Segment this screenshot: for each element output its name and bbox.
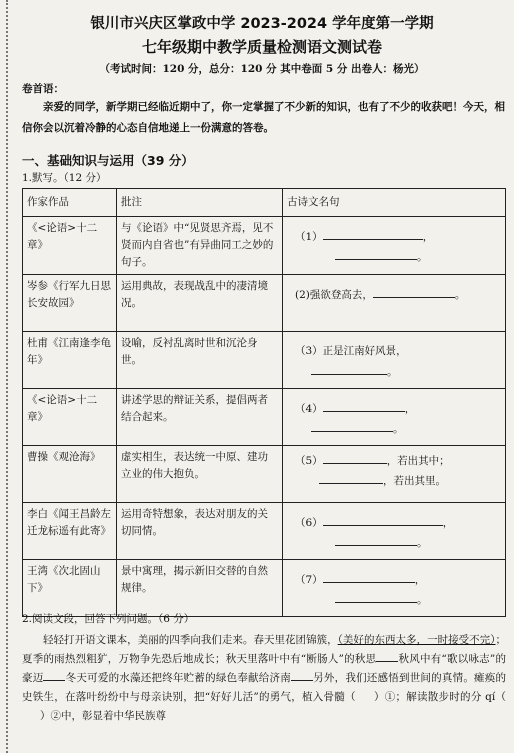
answer-prefix: （6） (295, 517, 323, 529)
answer-blank[interactable] (323, 514, 443, 526)
table-row (23, 275, 506, 332)
note-cell: 设喻，反衬乱离时世和沉沦身世。 (117, 332, 283, 389)
section1-heading: 一、基础知识与运用（39 分） (22, 153, 194, 168)
answer-blank[interactable] (323, 400, 405, 412)
exam-info: （考试时间：120 分，总分：120 分 其中卷面 5 分 出卷人：杨光） (99, 63, 425, 75)
note-cell: 景中寓理，揭示新旧交替的自然规律。 (117, 560, 283, 617)
table-row (23, 560, 506, 617)
note-cell: 讲述学思的辩证关系，提倡两者结合起来。 (117, 389, 283, 446)
work-cell: 《<论语>十二章》 (23, 217, 117, 275)
q1-label: 1.默写。（12 分） (22, 172, 107, 184)
answer-blank[interactable] (311, 420, 393, 432)
exam-title-line1: 银川市兴庆区掌政中学 2023-2024 学年度第一学期 (90, 16, 434, 32)
work-cell: 岑参《行军九日思长安故园》 (23, 275, 117, 332)
answer-blank[interactable] (335, 534, 417, 546)
answer-blank[interactable] (319, 472, 383, 484)
passage-underlined: （美好的东西太多，一时接受不完） (337, 634, 496, 646)
answer-blank[interactable] (311, 363, 387, 375)
q2-passage (22, 631, 506, 726)
passage-text: ）②中，彰显着中华民族尊 (40, 710, 166, 722)
answer-cell: （4） ， 。 (283, 389, 506, 446)
table-header-row (23, 189, 506, 217)
answer-cell (283, 446, 506, 503)
table-row (23, 217, 506, 275)
answer-blank[interactable] (323, 571, 415, 583)
passage-text: 秋风中有“歌以咏志”的豪迈 (22, 653, 506, 684)
answer-blank[interactable] (373, 286, 455, 298)
table-row (23, 503, 506, 560)
passage-text: 另外，我们还感悟到世间的真情。瘫痪的史铁生，在落叶纷纷中与母亲诀别，把“好好儿活”的勇气，植入骨髓（ (22, 672, 507, 703)
work-cell: 王湾《次北固山下》 (23, 560, 117, 617)
table-row (23, 389, 506, 446)
header-work: 作家作品 (23, 189, 117, 217)
work-cell: 《<论语>十二章》 (23, 389, 117, 446)
passage-blank[interactable] (291, 670, 313, 681)
work-cell: 李白《闻王昌龄左迁龙标遥有此寄》 (23, 503, 117, 560)
binding-margin (6, 0, 12, 753)
answer-cell: (2)强欲登高去， 。 (283, 275, 506, 332)
answer-cell: （7） ， 。 (283, 560, 506, 617)
table-row (23, 446, 506, 503)
answer-blank[interactable] (335, 591, 417, 603)
note-cell: 虚实相生，表达统一中原、建功立业的伟大抱负。 (117, 446, 283, 503)
preface-heading: 卷首语： (22, 83, 64, 95)
answer-cell: （3）正是江南好风景， 。 (283, 332, 506, 389)
answer-prefix: （4） (295, 403, 323, 415)
preface-body: 亲爱的同学，新学期已经临近期中了，你一定掌握了不少新的知识，也有了不少的收获吧！今天，相信你会以沉着冷静的心态自信地递上一份满意的答卷。 (22, 101, 505, 134)
answer-blank[interactable] (323, 452, 387, 464)
answer-prefix: （1） (295, 231, 323, 243)
answer-blank[interactable] (323, 228, 423, 240)
answer-cell: （1） ， 。 (283, 217, 506, 275)
table-row (23, 332, 506, 389)
answer-suffix: ，若出其中； (386, 455, 450, 467)
dictation-table (22, 188, 506, 617)
note-cell: 运用典故，表现战乱中的凄清境况。 (117, 275, 283, 332)
passage-blank[interactable] (376, 651, 398, 662)
answer-suffix: ，若出其里。 (383, 475, 446, 487)
passage-blank[interactable] (43, 670, 65, 681)
answer-prefix: (2)强欲登高去， (295, 289, 373, 301)
passage-text: 轻轻打开语文课本，美丽的四季向我们走来。春天里花团锦簇， (43, 634, 338, 646)
exam-title-line2: 七年级期中教学质量检测语文测试卷 (141, 38, 382, 56)
note-cell: 运用奇特想象，表达对朋友的关切同情。 (117, 503, 283, 560)
answer-blank[interactable] (335, 248, 417, 260)
header-note: 批注 (117, 189, 283, 217)
answer-cell: （6） ， 。 (283, 503, 506, 560)
passage-text: ；夏季的雨热烈粗犷，万物争先恐后地成长；秋天里落叶中有“断肠人”的秋思 (22, 634, 507, 665)
q2-label: 2.阅读文段，回答下列问题。（6 分） (22, 613, 195, 625)
note-cell: 与《论语》中“见贤思齐焉，见不贤而内自省也”有异曲同工之妙的句子。 (117, 217, 283, 275)
answer-prefix: （3）正是江南好风景， (295, 345, 407, 357)
passage-text: ）①；解读散步时的分 qí（ (373, 691, 506, 703)
answer-prefix: （5） (295, 455, 323, 467)
answer-prefix: （7） (295, 574, 323, 586)
passage-text: 冬天可爱的水藻还把终年贮蓄的绿色奉献给济南 (65, 672, 291, 684)
work-cell: 杜甫《江南逢李龟年》 (23, 332, 117, 389)
header-line: 古诗文名句 (283, 189, 506, 217)
work-cell: 曹操《观沧海》 (23, 446, 117, 503)
